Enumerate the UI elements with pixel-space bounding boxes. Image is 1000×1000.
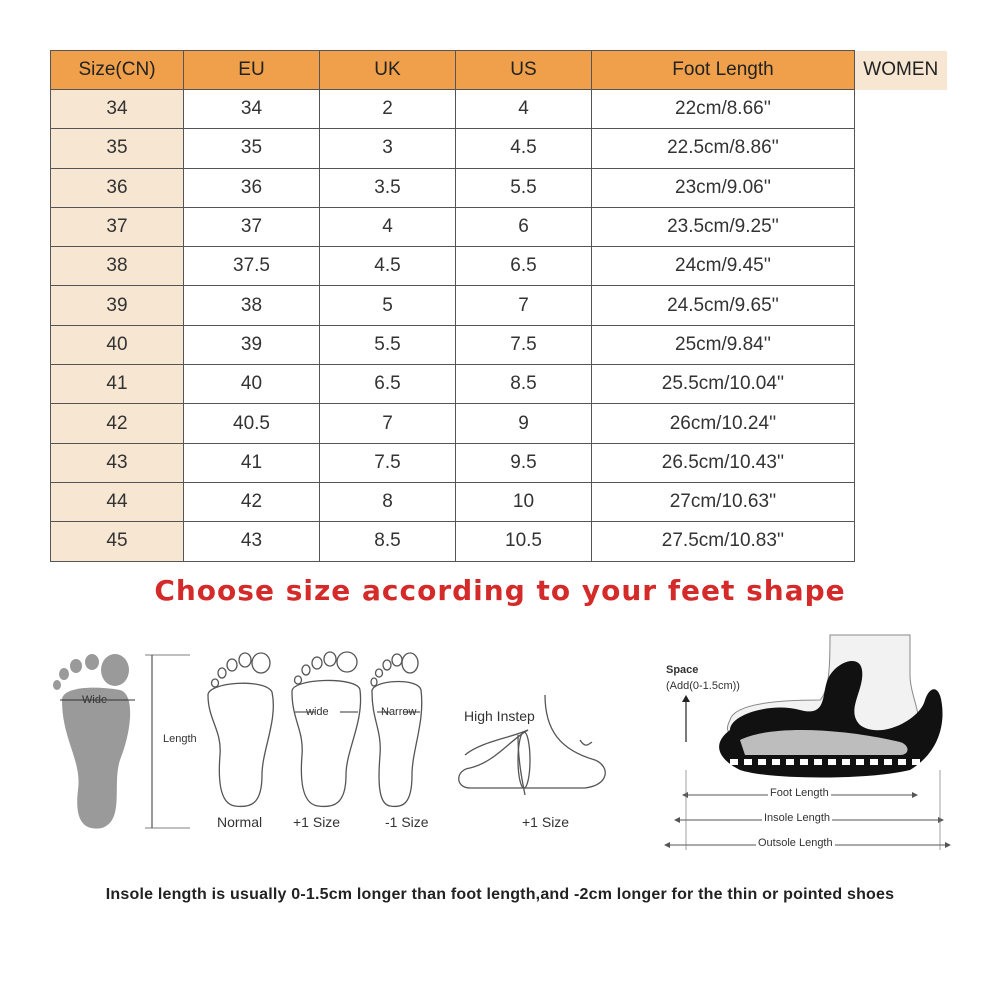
cell-us: 5.5 — [456, 168, 592, 207]
cell-size-cn: 42 — [51, 404, 184, 443]
cell-eu: 37.5 — [184, 247, 320, 286]
header-eu: EU — [184, 51, 320, 90]
cell-size-cn: 44 — [51, 482, 184, 521]
footnote: Insole length is usually 0-1.5cm longer than foot length,and -2cm longer for the thin or pointed shoes — [105, 886, 895, 903]
cell-uk: 7 — [320, 404, 456, 443]
table-row — [51, 286, 947, 325]
cell-foot-length: 24cm/9.45'' — [592, 247, 855, 286]
header-foot-length: Foot Length — [592, 51, 855, 90]
cell-uk: 4 — [320, 207, 456, 246]
cell-eu: 36 — [184, 168, 320, 207]
cell-us: 7 — [456, 286, 592, 325]
cell-eu: 34 — [184, 90, 320, 129]
cell-foot-length: 23.5cm/9.25'' — [592, 207, 855, 246]
cell-size-cn: 40 — [51, 325, 184, 364]
cell-size-cn: 45 — [51, 522, 184, 561]
cell-us: 8.5 — [456, 365, 592, 404]
cell-eu: 39 — [184, 325, 320, 364]
cell-us: 9 — [456, 404, 592, 443]
table-body — [51, 90, 947, 562]
size-chart-table — [50, 50, 947, 562]
table-row — [51, 129, 947, 168]
cell-us: 10 — [456, 482, 592, 521]
cell-size-cn: 35 — [51, 129, 184, 168]
cell-foot-length: 27cm/10.63'' — [592, 482, 855, 521]
cell-size-cn: 37 — [51, 207, 184, 246]
minus-one-size-label: -1 Size — [385, 814, 429, 830]
cell-size-cn: 43 — [51, 443, 184, 482]
table-row — [51, 482, 947, 521]
cell-eu: 37 — [184, 207, 320, 246]
cell-uk: 6.5 — [320, 365, 456, 404]
cell-uk: 3.5 — [320, 168, 456, 207]
cell-uk: 2 — [320, 90, 456, 129]
header-size-cn: Size(CN) — [51, 51, 184, 90]
cell-foot-length: 22cm/8.66'' — [592, 90, 855, 129]
women-side-label: WOMEN — [855, 51, 947, 90]
space-label: Space — [666, 664, 699, 676]
table-row — [51, 325, 947, 364]
cell-uk: 7.5 — [320, 443, 456, 482]
header-uk: UK — [320, 51, 456, 90]
cell-foot-length: 26.5cm/10.43'' — [592, 443, 855, 482]
cell-uk: 8 — [320, 482, 456, 521]
table-row — [51, 247, 947, 286]
cell-us: 7.5 — [456, 325, 592, 364]
cell-foot-length: 22.5cm/8.86'' — [592, 129, 855, 168]
headline: Choose size according to your feet shape — [154, 574, 846, 607]
cell-eu: 41 — [184, 443, 320, 482]
cell-foot-length: 25cm/9.84'' — [592, 325, 855, 364]
table-row — [51, 207, 947, 246]
cell-us: 9.5 — [456, 443, 592, 482]
space-sub-label: (Add(0-1.5cm)) — [666, 680, 740, 692]
cell-foot-length: 23cm/9.06'' — [592, 168, 855, 207]
cell-size-cn: 41 — [51, 365, 184, 404]
cell-us: 6.5 — [456, 247, 592, 286]
cell-eu: 35 — [184, 129, 320, 168]
cell-us: 4.5 — [456, 129, 592, 168]
narrow-label: Narrow — [381, 706, 417, 718]
wide-foot-outline — [292, 652, 361, 806]
cell-eu: 43 — [184, 522, 320, 561]
shoe-cross-section — [719, 635, 942, 778]
cell-foot-length: 27.5cm/10.83'' — [592, 522, 855, 561]
header-us: US — [456, 51, 592, 90]
illustration-drawing — [40, 630, 960, 860]
table-header-row — [51, 51, 947, 90]
cell-size-cn: 38 — [51, 247, 184, 286]
table-row — [51, 168, 947, 207]
cell-size-cn: 39 — [51, 286, 184, 325]
length-label: Length — [163, 733, 197, 745]
table-row — [51, 404, 947, 443]
foot-length-label: Foot Length — [770, 787, 829, 799]
cell-eu: 40 — [184, 365, 320, 404]
table-row — [51, 365, 947, 404]
footprint-icon — [53, 654, 130, 829]
cell-size-cn: 36 — [51, 168, 184, 207]
cell-uk: 4.5 — [320, 247, 456, 286]
cell-foot-length: 25.5cm/10.04'' — [592, 365, 855, 404]
cell-eu: 38 — [184, 286, 320, 325]
outsole-length-label: Outsole Length — [758, 837, 833, 849]
table-row — [51, 90, 947, 129]
cell-size-cn: 34 — [51, 90, 184, 129]
cell-uk: 8.5 — [320, 522, 456, 561]
wide-label: Wide — [82, 694, 108, 706]
cell-uk: 5 — [320, 286, 456, 325]
cell-eu: 42 — [184, 482, 320, 521]
high-instep-plus-one-label: +1 Size — [522, 814, 570, 830]
plus-one-size-label: +1 Size — [293, 814, 341, 830]
wide-foot-label: wide — [306, 706, 329, 718]
foot-shape-illustration — [40, 630, 960, 860]
table-row — [51, 522, 947, 561]
cell-us: 10.5 — [456, 522, 592, 561]
cell-foot-length: 26cm/10.24'' — [592, 404, 855, 443]
normal-label: Normal — [217, 814, 263, 830]
cell-eu: 40.5 — [184, 404, 320, 443]
narrow-foot-outline — [371, 653, 422, 806]
high-instep-label: High Instep — [464, 708, 535, 724]
cell-uk: 5.5 — [320, 325, 456, 364]
insole-length-label: Insole Length — [764, 812, 831, 824]
table-row — [51, 443, 947, 482]
cell-us: 4 — [456, 90, 592, 129]
cell-us: 6 — [456, 207, 592, 246]
cell-foot-length: 24.5cm/9.65'' — [592, 286, 855, 325]
cell-uk: 3 — [320, 129, 456, 168]
normal-foot-outline — [208, 653, 273, 806]
